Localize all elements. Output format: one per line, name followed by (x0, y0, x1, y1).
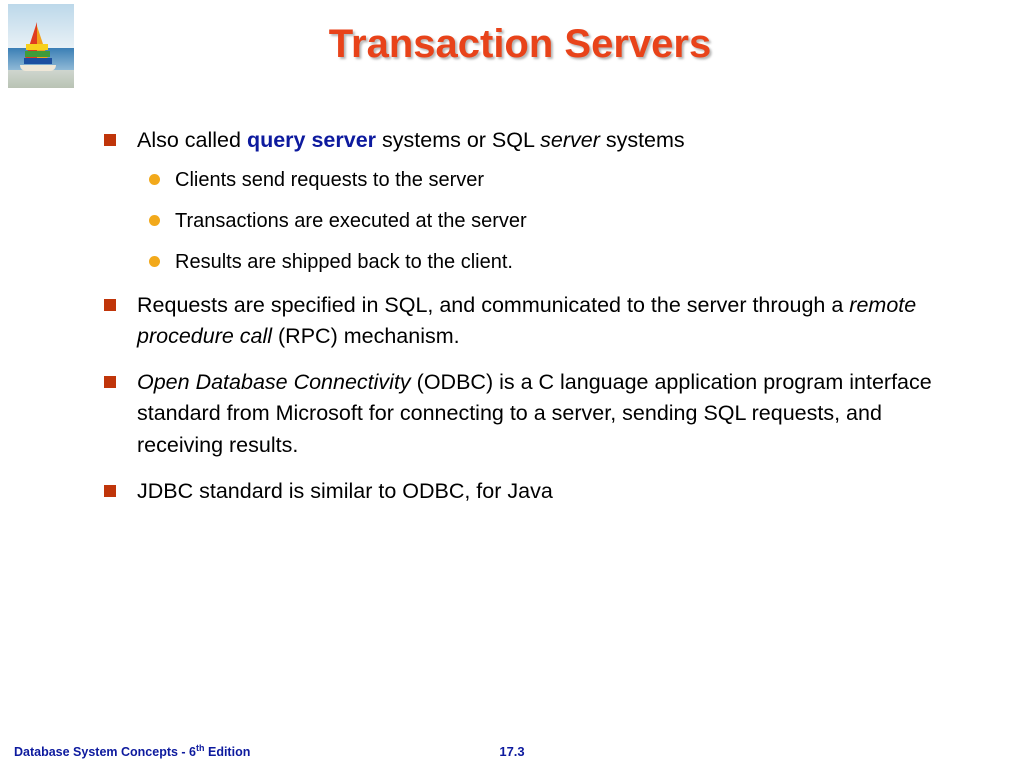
slide-logo-image (8, 4, 74, 88)
square-bullet-icon (104, 134, 116, 146)
bullet-text-run: (RPC) mechanism. (272, 324, 460, 349)
logo-boat-hull (20, 65, 56, 71)
bullet-item (95, 125, 955, 276)
sub-bullet-text: Transactions are executed at the server (175, 209, 527, 232)
bullet-text-run: query server (246, 128, 377, 152)
bullet-text-run: remote procedure call (137, 292, 917, 349)
footer-book-ordinal: th (196, 742, 205, 753)
bullet-text (137, 293, 916, 349)
logo-stripe-yellow (26, 44, 48, 50)
dot-bullet-icon (149, 215, 160, 226)
sub-bullet-item (137, 248, 955, 276)
bullet-list-level1 (95, 125, 955, 507)
square-bullet-icon (104, 299, 116, 311)
bullet-item (95, 367, 955, 462)
bullet-text-run: systems or SQL (376, 128, 541, 152)
bullet-text-run: (ODBC) is a C language application program interface standard from Microsoft for connecting to a server, sending SQL requests, and receiving results. (137, 369, 932, 457)
footer-slide-number: 17.3 (499, 744, 525, 759)
logo-stripe-green (25, 51, 50, 57)
bullet-list-level2 (137, 166, 955, 276)
bullet-item (95, 290, 955, 353)
dot-bullet-icon (149, 174, 160, 185)
slide-body (95, 125, 955, 521)
sub-bullet-text: Results are shipped back to the client. (175, 250, 513, 273)
sub-bullet-item (137, 207, 955, 235)
bullet-text (137, 370, 932, 457)
bullet-text-run: Open Database Connectivity (137, 369, 411, 394)
logo-sand (8, 70, 74, 88)
bullet-text (137, 479, 553, 503)
slide-title: Transaction Servers (328, 22, 712, 66)
bullet-text-run: systems (599, 128, 685, 152)
dot-bullet-icon (149, 256, 160, 267)
bullet-text-run: Requests are specified in SQL, and communicated to the server through a (137, 292, 850, 317)
square-bullet-icon (104, 376, 116, 388)
bullet-text-run: JDBC standard is similar to ODBC, for Java (137, 478, 553, 503)
bullet-text (137, 128, 685, 152)
footer-book-text: Database System Concepts - 6 (14, 745, 197, 759)
logo-stripe-blue (24, 58, 52, 64)
square-bullet-icon (104, 485, 116, 497)
bullet-text-run: server (540, 128, 600, 152)
footer-book-edition: Edition (204, 745, 251, 759)
bullet-text-run: Also called (137, 128, 247, 152)
sub-bullet-text: Clients send requests to the server (175, 168, 485, 191)
sub-bullet-item (137, 166, 955, 194)
bullet-item (95, 476, 955, 508)
